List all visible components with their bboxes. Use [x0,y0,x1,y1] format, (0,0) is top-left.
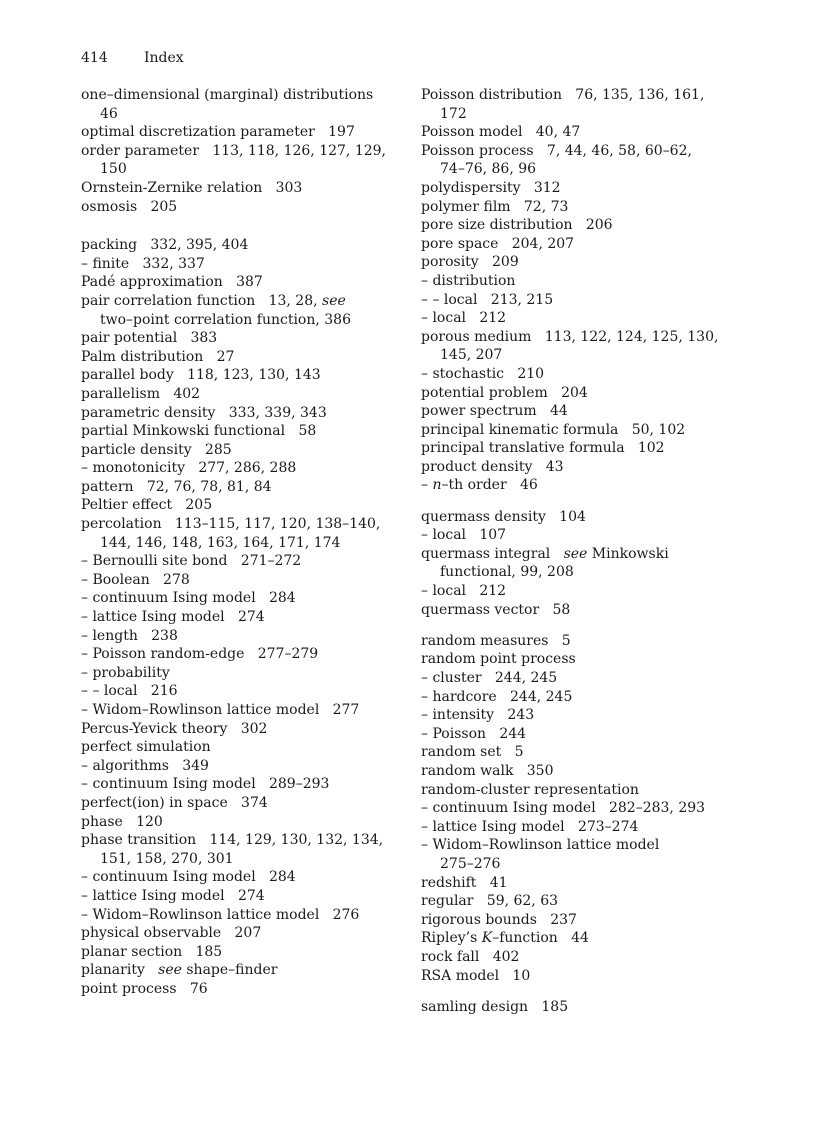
index-entry: point process 76 [81,980,208,997]
index-entry: order parameter 113, 118, 126, 127, 129, 150 [81,142,386,178]
index-subentry: – local 212 [421,310,507,327]
index-entry: pattern 72, 76, 78, 81, 84 [81,478,272,495]
index-entry: samling design 185 [421,998,569,1015]
index-entry: Ornstein-Zernike relation 303 [81,179,303,196]
index-column-right [421,86,739,1016]
index-subentry: – Bernoulli site bond 271–272 [81,553,302,570]
index-subentry: – stochastic 210 [421,365,545,382]
index-entry: redshift 41 [421,874,508,891]
index-entry: power spectrum 44 [421,403,568,420]
letter-group-gap [421,619,739,632]
index-entry: random measures 5 [421,632,571,649]
index-entry: perfect simulation [81,739,211,756]
index-subentry: – Widom–Rowlinson lattice model 277 [81,702,360,718]
index-subentry: – monotonicity 277, 286, 288 [81,460,297,477]
index-entry: percolation 113–115, 117, 120, 138–140, 144, 146, 148, 163, 164, 171, 174 [81,516,381,551]
index-subentry: – lattice Ising model 274 [81,609,265,626]
index-entry: Poisson distribution 76, 135, 136, 161, 172 [421,87,705,122]
index-entry: porosity 209 [421,254,519,271]
index-entry: random walk 350 [421,762,554,779]
index-subentry: – probability [81,664,170,681]
index-entry: Ripley’s K–function 44 [421,930,589,947]
index-subentry: – lattice Ising model 273–274 [421,818,639,835]
index-subentry: – Poisson random-edge 277–279 [81,646,319,663]
letter-group-gap [421,495,739,508]
index-entry: Palm distribution 27 [81,348,235,365]
index-subentry: – lattice Ising model 274 [81,887,265,904]
index-entry: Percus-Yevick theory 302 [81,720,268,737]
index-subentry: – algorithms 349 [81,757,209,774]
index-entry: packing 332, 395, 404 [81,237,249,254]
index-entry: regular 59, 62, 63 [421,893,559,910]
running-head [81,49,184,67]
index-subentry: – n–th order 46 [421,477,538,494]
index-entry: Peltier effect 205 [81,497,213,514]
index-entry: quermass density 104 [421,508,586,525]
index-entry: principal translative formula 102 [421,440,665,457]
index-subentry: – continuum Ising model 289–293 [81,776,330,793]
index-entry: rock fall 402 [421,948,520,965]
index-subentry: – continuum Ising model 284 [81,590,296,607]
index-entry: parametric density 333, 339, 343 [81,404,327,421]
index-entry: Padé approximation 387 [81,274,263,291]
index-entry: RSA model 10 [421,967,531,984]
index-entry: porous medium 113, 122, 124, 125, 130, 145, 207 [421,328,719,364]
index-entry: planarity see shape–finder [81,962,278,979]
letter-group-gap [81,216,399,236]
index-entry: phase 120 [81,813,163,830]
index-entry: quermass integral see Minkowski functional, 99, 208 [421,545,669,581]
index-entry: osmosis 205 [81,198,178,215]
index-subentry: – length 238 [81,627,178,644]
index-entry: particle density 285 [81,441,232,458]
index-subentry: – finite 332, 337 [81,255,205,272]
index-subentry: – – local 216 [81,683,178,700]
index-column-left [81,86,399,999]
index-subentry: – continuum Ising model 282–283, 293 [421,800,706,817]
index-entry: product density 43 [421,458,564,475]
index-entry: physical observable 207 [81,925,262,942]
index-entry: parallel body 118, 123, 130, 143 [81,367,321,384]
index-subentry: – cluster 244, 245 [421,670,558,686]
index-subentry: – intensity 243 [421,707,535,724]
index-entry: optimal discretization parameter 197 [81,124,355,141]
index-entry: principal kinematic formula 50, 102 [421,421,686,438]
index-entry: perfect(ion) in space 374 [81,794,268,811]
index-subentry: – hardcore 244, 245 [421,688,573,705]
page-number: 414 [81,50,108,66]
index-entry: phase transition 114, 129, 130, 132, 134, 151, 158, 270, 301 [81,832,384,867]
index-entry: polymer film 72, 73 [421,198,569,215]
index-entry: Poisson model 40, 47 [421,124,581,141]
index-entry: potential problem 204 [421,384,588,401]
index-entry: rigorous bounds 237 [421,911,577,928]
index-entry: polydispersity 312 [421,179,561,196]
index-entry: pore space 204, 207 [421,235,575,252]
letter-group-gap [421,985,739,998]
index-entry: parallelism 402 [81,385,201,402]
running-title: Index [144,50,184,66]
index-entry: random set 5 [421,744,524,761]
index-entry: pair correlation function 13, 28, see two–point correlation function, 386 [81,292,351,328]
index-subentry: – Widom–Rowlinson lattice model 275–276 [421,837,660,872]
index-entry: planar section 185 [81,943,223,960]
index-entry: pore size distribution 206 [421,217,613,234]
index-subentry: – Widom–Rowlinson lattice model 276 [81,906,360,923]
index-subentry: – local 107 [421,527,507,544]
index-subentry: – Boolean 278 [81,571,190,588]
index-subentry: – – local 213, 215 [421,291,554,308]
index-subentry: – distribution [421,272,516,289]
index-entry: random point process [421,651,576,668]
index-entry: partial Minkowski functional 58 [81,423,317,440]
index-subentry: – continuum Ising model 284 [81,869,296,886]
index-subentry: – Poisson 244 [421,725,527,742]
index-entry: quermass vector 58 [421,601,571,618]
index-entry: Poisson process 7, 44, 46, 58, 60–62, 74–76, 86, 96 [421,142,692,178]
index-subentry: – local 212 [421,583,507,600]
index-entry: one–dimensional (marginal) distributions 46 [81,87,374,122]
index-entry: random-cluster representation [421,781,639,798]
index-entry: pair potential 383 [81,330,218,347]
